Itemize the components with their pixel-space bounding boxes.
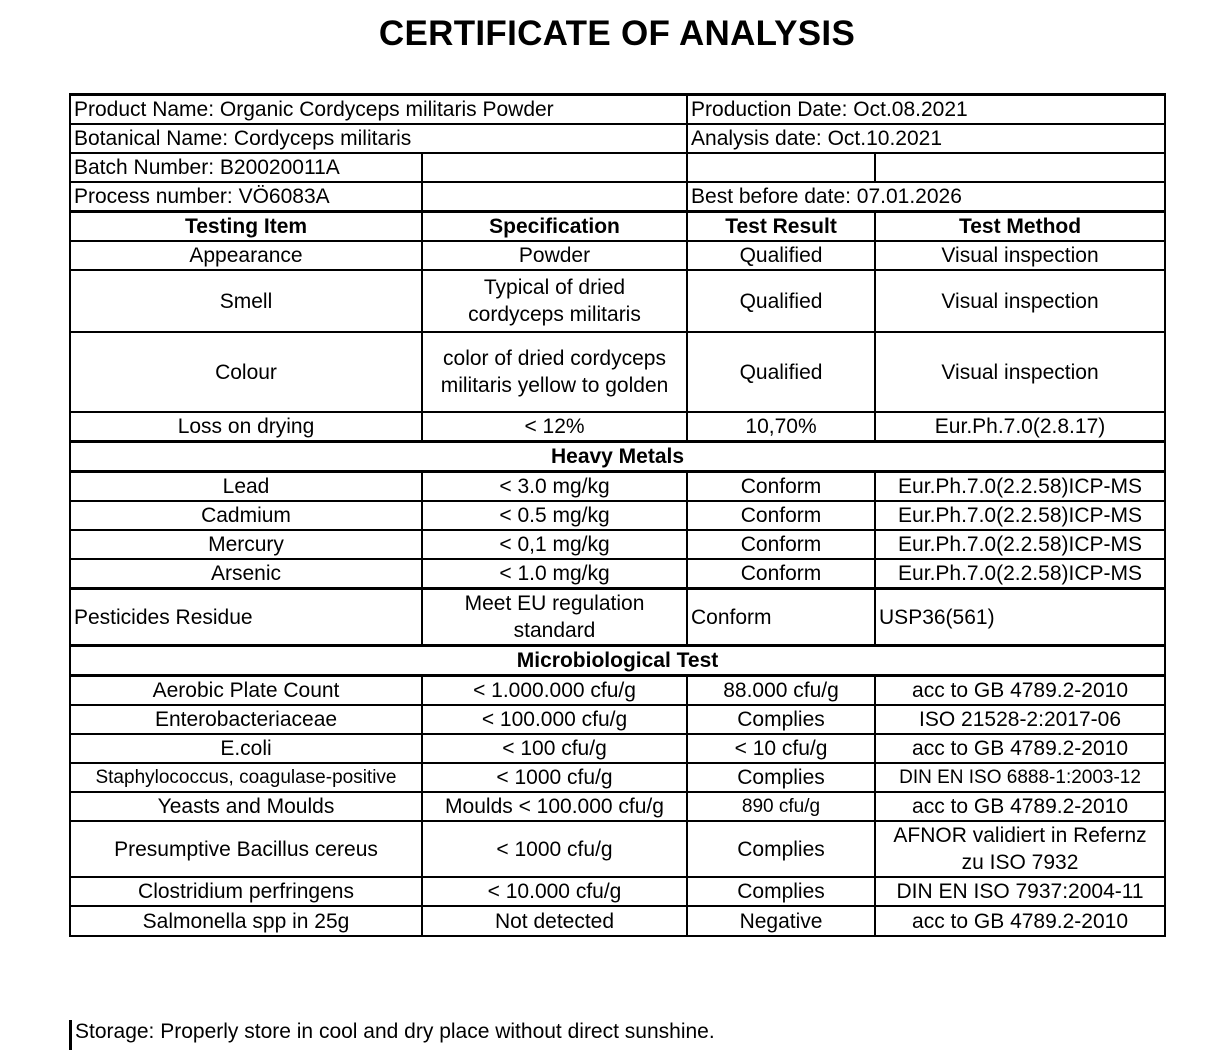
pesticides-item: Pesticides Residue (70, 589, 422, 646)
empty-cell (422, 182, 687, 212)
aerobic-method: acc to GB 4789.2-2010 (875, 676, 1165, 706)
cadmium-result: Conform (687, 501, 875, 530)
table-row (70, 559, 1165, 589)
salmonella-item: Salmonella spp in 25g (70, 906, 422, 936)
yeasts-moulds-item: Yeasts and Moulds (70, 792, 422, 821)
staphylococcus-item: Staphylococcus, coagulase-positive (70, 763, 422, 792)
staphylococcus-result: Complies (687, 763, 875, 792)
pesticides-result: Conform (687, 589, 875, 646)
table-row (70, 472, 1165, 502)
ecoli-method: acc to GB 4789.2-2010 (875, 734, 1165, 763)
colour-result: Qualified (687, 332, 875, 412)
page-title: CERTIFICATE OF ANALYSIS (378, 14, 856, 53)
enterobacteriaceae-method: ISO 21528-2:2017-06 (875, 705, 1165, 734)
lead-result: Conform (687, 472, 875, 502)
empty-cell (687, 153, 875, 182)
heavy-metals-title: Heavy Metals (70, 442, 1165, 472)
appearance-result: Qualified (687, 241, 875, 270)
arsenic-item: Arsenic (70, 559, 422, 589)
enterobacteriaceae-spec: < 100.000 cfu/g (422, 705, 687, 734)
salmonella-method: acc to GB 4789.2-2010 (875, 906, 1165, 936)
best-before-date: Best before date: 07.01.2026 (687, 182, 1165, 212)
mercury-method: Eur.Ph.7.0(2.2.58)ICP-MS (875, 530, 1165, 559)
yeasts-moulds-spec: Moulds < 100.000 cfu/g (422, 792, 687, 821)
staphylococcus-method: DIN EN ISO 6888-1:2003-12 (875, 763, 1165, 792)
section-microbiological (70, 646, 1165, 676)
header-row (70, 212, 1165, 242)
smell-spec: Typical of dried cordyceps militaris (422, 270, 687, 332)
table-row (70, 676, 1165, 706)
colour-spec: color of dried cordyceps militaris yellow to golden (422, 332, 687, 412)
clostridium-result: Complies (687, 877, 875, 906)
enterobacteriaceae-item: Enterobacteriaceae (70, 705, 422, 734)
table-row (70, 877, 1165, 906)
appearance-method: Visual inspection (875, 241, 1165, 270)
pesticides-method: USP36(561) (875, 589, 1165, 646)
table-row (70, 821, 1165, 877)
product-name: Product Name: Organic Cordyceps militaris Powder (70, 95, 687, 125)
aerobic-result: 88.000 cfu/g (687, 676, 875, 706)
header-test-result: Test Result (687, 212, 875, 242)
clostridium-method: DIN EN ISO 7937:2004-11 (875, 877, 1165, 906)
staphylococcus-spec: < 1000 cfu/g (422, 763, 687, 792)
salmonella-spec: Not detected (422, 906, 687, 936)
mercury-result: Conform (687, 530, 875, 559)
clostridium-item: Clostridium perfringens (70, 877, 422, 906)
analysis-table (69, 93, 1166, 937)
table-row (70, 705, 1165, 734)
smell-item: Smell (70, 270, 422, 332)
bacillus-spec: < 1000 cfu/g (422, 821, 687, 877)
yeasts-moulds-method: acc to GB 4789.2-2010 (875, 792, 1165, 821)
table-row (70, 501, 1165, 530)
table-row (70, 530, 1165, 559)
mercury-spec: < 0,1 mg/kg (422, 530, 687, 559)
mercury-item: Mercury (70, 530, 422, 559)
bacillus-result: Complies (687, 821, 875, 877)
header-testing-item: Testing Item (70, 212, 422, 242)
aerobic-item: Aerobic Plate Count (70, 676, 422, 706)
section-heavy-metals (70, 442, 1165, 472)
info-row-product (70, 95, 1165, 125)
pesticides-spec: Meet EU regulation standard (422, 589, 687, 646)
empty-cell (422, 153, 687, 182)
lead-spec: < 3.0 mg/kg (422, 472, 687, 502)
table-row (70, 270, 1165, 332)
enterobacteriaceae-result: Complies (687, 705, 875, 734)
lead-method: Eur.Ph.7.0(2.2.58)ICP-MS (875, 472, 1165, 502)
bacillus-item: Presumptive Bacillus cereus (70, 821, 422, 877)
bacillus-method: AFNOR validiert in Refernz zu ISO 7932 (875, 821, 1165, 877)
table-row (70, 241, 1165, 270)
info-row-process (70, 182, 1165, 212)
smell-method: Visual inspection (875, 270, 1165, 332)
arsenic-spec: < 1.0 mg/kg (422, 559, 687, 589)
appearance-item: Appearance (70, 241, 422, 270)
ecoli-result: < 10 cfu/g (687, 734, 875, 763)
table-row (70, 906, 1165, 936)
clostridium-spec: < 10.000 cfu/g (422, 877, 687, 906)
salmonella-result: Negative (687, 906, 875, 936)
table-row (70, 589, 1165, 646)
table-row (70, 792, 1165, 821)
process-number: Process number: VÖ6083A (70, 182, 422, 212)
table-row (70, 734, 1165, 763)
storage-note: Storage: Properly store in cool and dry place without direct sunshine. (75, 1020, 715, 1043)
cadmium-item: Cadmium (70, 501, 422, 530)
batch-number: Batch Number: B20020011A (70, 153, 422, 182)
info-row-botanical (70, 124, 1165, 153)
arsenic-method: Eur.Ph.7.0(2.2.58)ICP-MS (875, 559, 1165, 589)
yeasts-moulds-result: 890 cfu/g (687, 792, 875, 821)
header-specification: Specification (422, 212, 687, 242)
analysis-date: Analysis date: Oct.10.2021 (687, 124, 1165, 153)
appearance-spec: Powder (422, 241, 687, 270)
colour-item: Colour (70, 332, 422, 412)
loss-on-drying-method: Eur.Ph.7.0(2.8.17) (875, 412, 1165, 442)
table-row (70, 412, 1165, 442)
botanical-name: Botanical Name: Cordyceps militaris (70, 124, 687, 153)
cadmium-method: Eur.Ph.7.0(2.2.58)ICP-MS (875, 501, 1165, 530)
table-row (70, 763, 1165, 792)
loss-on-drying-item: Loss on drying (70, 412, 422, 442)
colour-method: Visual inspection (875, 332, 1165, 412)
microbiological-title: Microbiological Test (70, 646, 1165, 676)
header-test-method: Test Method (875, 212, 1165, 242)
empty-cell (875, 153, 1165, 182)
ecoli-spec: < 100 cfu/g (422, 734, 687, 763)
lead-item: Lead (70, 472, 422, 502)
cadmium-spec: < 0.5 mg/kg (422, 501, 687, 530)
info-row-batch (70, 153, 1165, 182)
table-row (70, 332, 1165, 412)
smell-result: Qualified (687, 270, 875, 332)
ecoli-item: E.coli (70, 734, 422, 763)
production-date: Production Date: Oct.08.2021 (687, 95, 1165, 125)
loss-on-drying-result: 10,70% (687, 412, 875, 442)
loss-on-drying-spec: < 12% (422, 412, 687, 442)
arsenic-result: Conform (687, 559, 875, 589)
aerobic-spec: < 1.000.000 cfu/g (422, 676, 687, 706)
